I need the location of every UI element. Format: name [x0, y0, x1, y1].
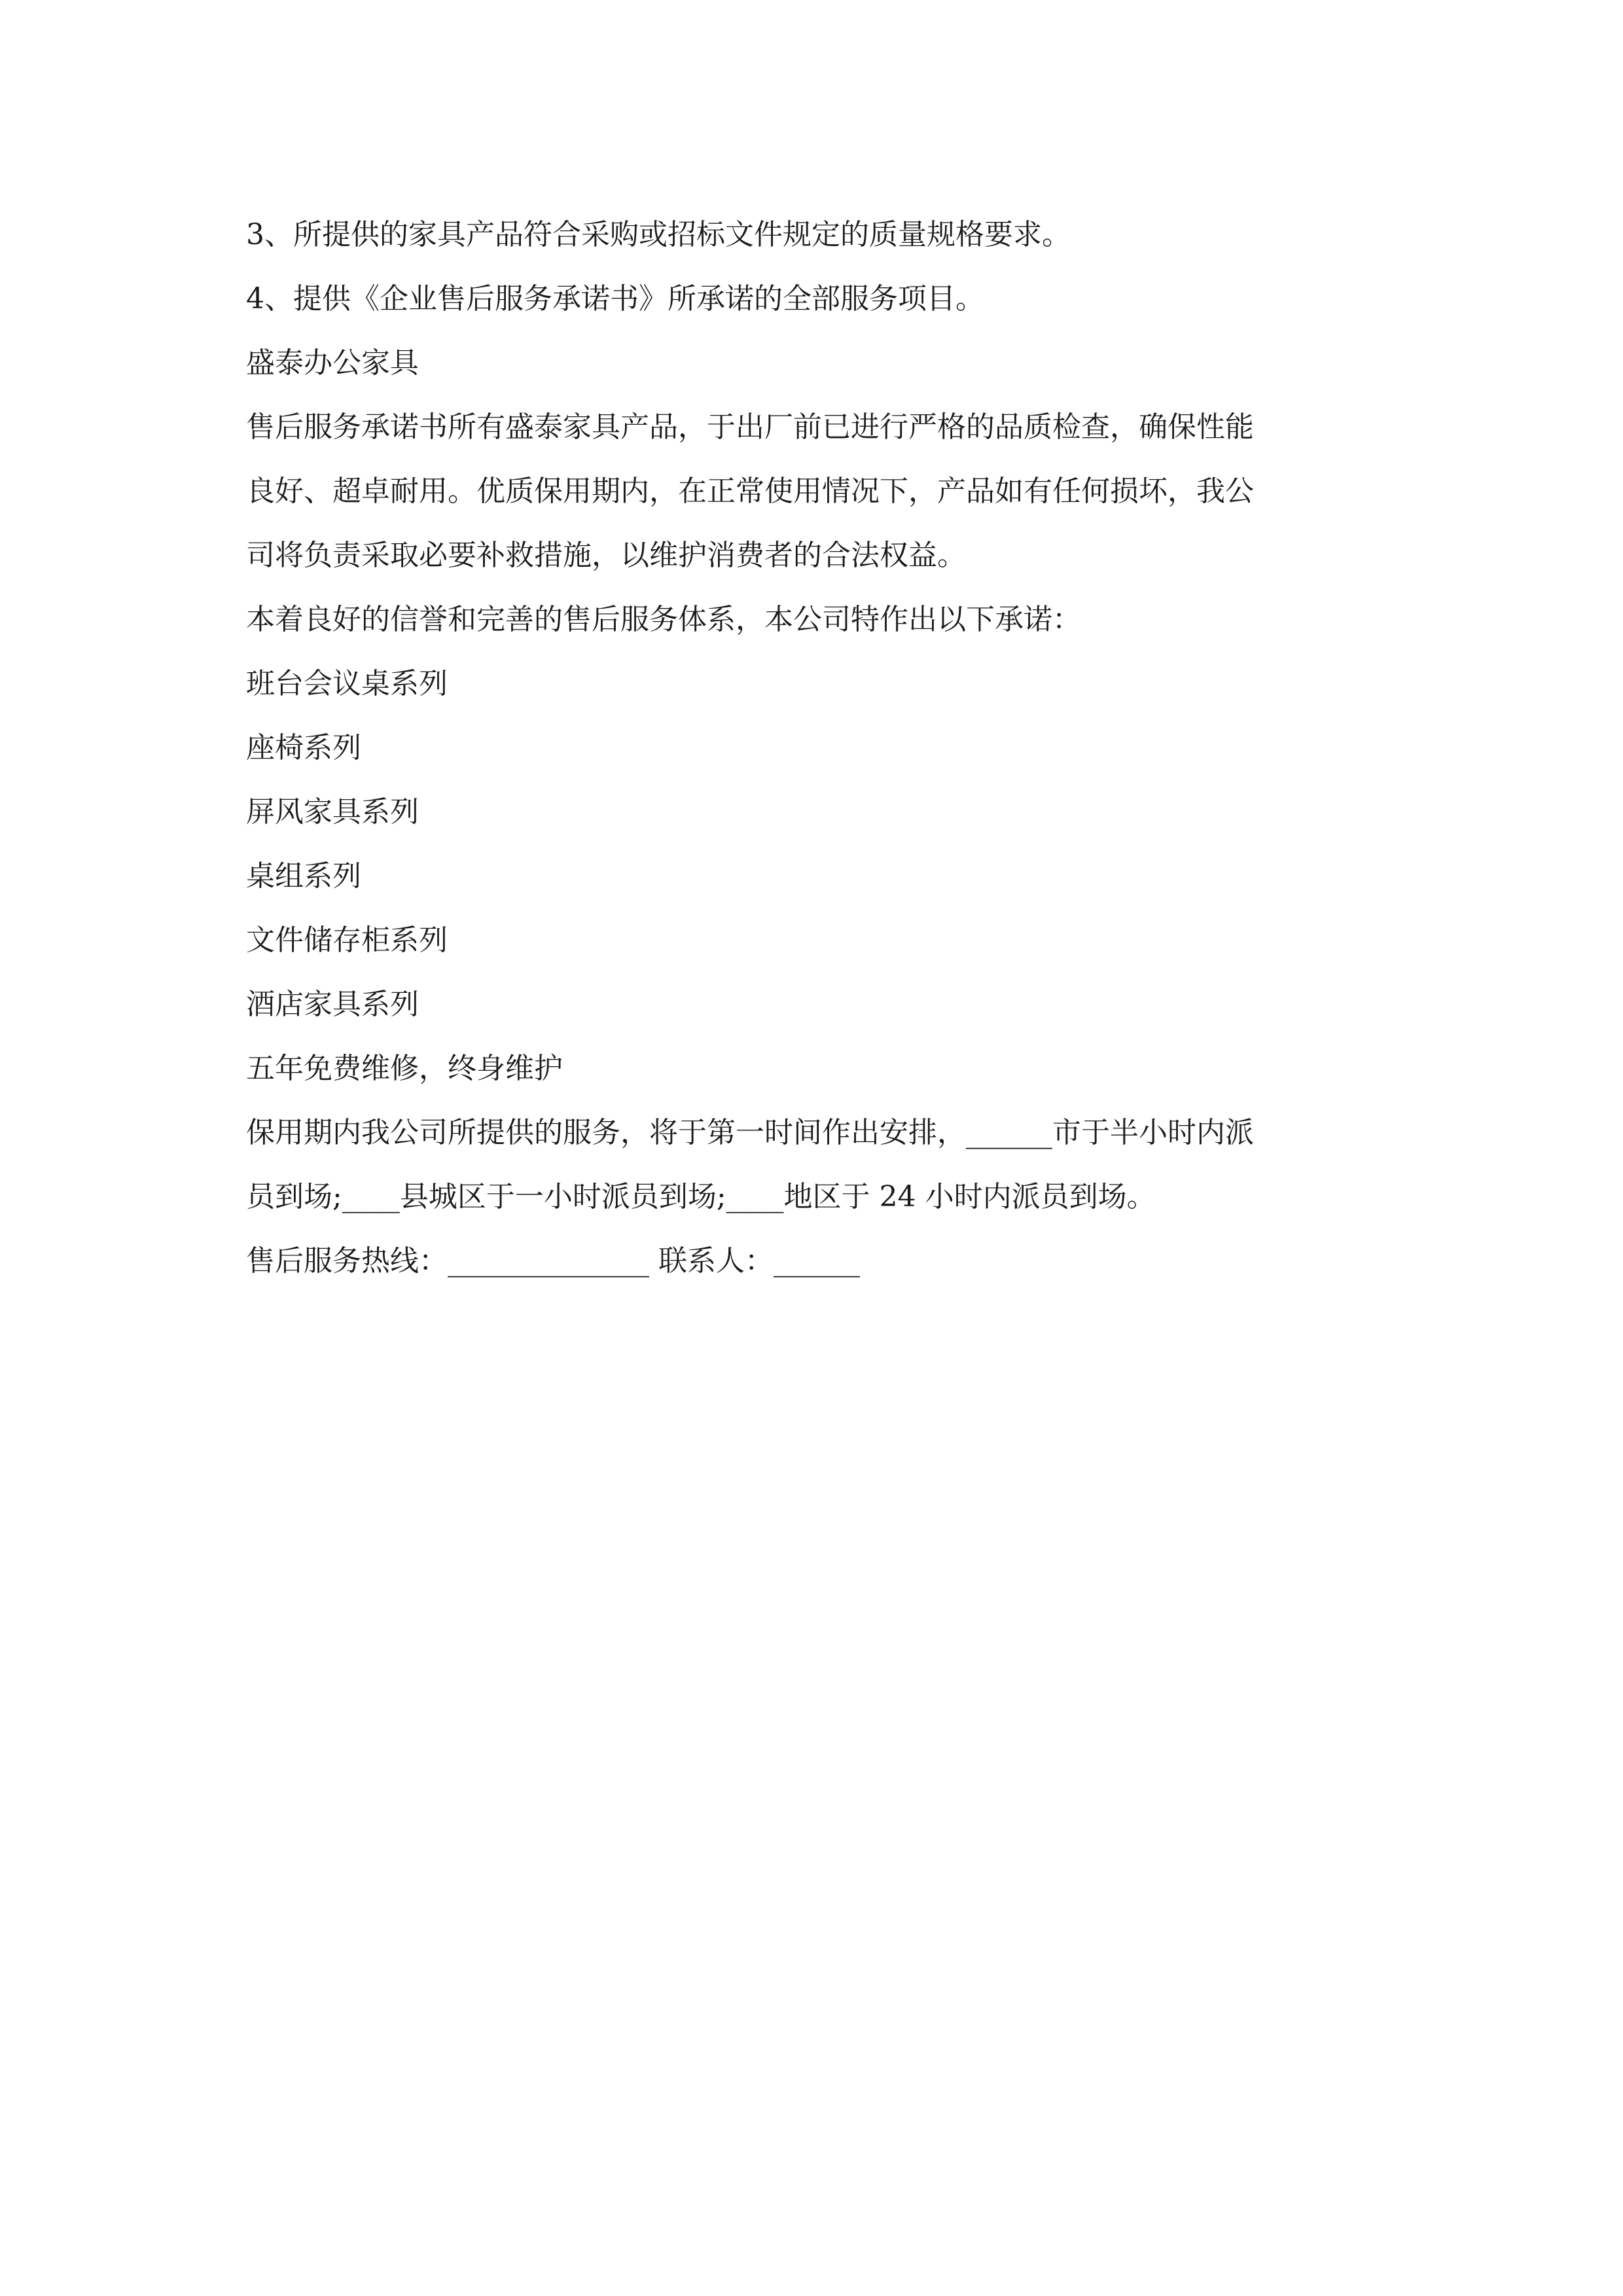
paragraph-line: 司将负责采取必要补救措施，以维护消费者的合法权益。 [246, 539, 966, 572]
warranty-statement: 五年免费维修，终身维护 [246, 1052, 563, 1085]
product-series-item: 文件储存柜系列 [246, 924, 448, 957]
list-item-service-items: 4、提供《企业售后服务承诺书》所承诺的全部服务项目。 [246, 282, 984, 315]
product-series-item: 班台会议桌系列 [246, 667, 448, 700]
paragraph-line: 售后服务承诺书所有盛泰家具产品，于出厂前已进行严格的品质检查，确保性能 [246, 410, 1254, 444]
product-series-item: 屏风家具系列 [246, 795, 419, 829]
product-series-item: 座椅系列 [246, 731, 361, 764]
document-body [246, 203, 1380, 1293]
commitment-intro: 本着良好的信誉和完善的售后服务体系，本公司特作出以下承诺： [246, 603, 1081, 636]
service-arrangement-line: 保用期内我公司所提供的服务，将于第一时间作出安排，______市于半小时内派 [246, 1116, 1254, 1149]
product-series-item: 桌组系列 [246, 859, 361, 893]
company-name: 盛泰办公家具 [246, 346, 419, 380]
paragraph-line: 良好、超卓耐用。优质保用期内，在正常使用情况下，产品如有任何损坏，我公 [246, 475, 1254, 508]
hotline-contact-line: 售后服务热线：______________ 联系人：______ [246, 1244, 860, 1278]
product-series-item: 酒店家具系列 [246, 988, 419, 1021]
list-item-quality-requirement: 3、所提供的家具产品符合采购或招标文件规定的质量规格要求。 [246, 218, 1071, 251]
service-arrangement-line: 员到场;____县城区于一小时派员到场;____地区于 24 小时内派员到场。 [246, 1180, 1156, 1213]
